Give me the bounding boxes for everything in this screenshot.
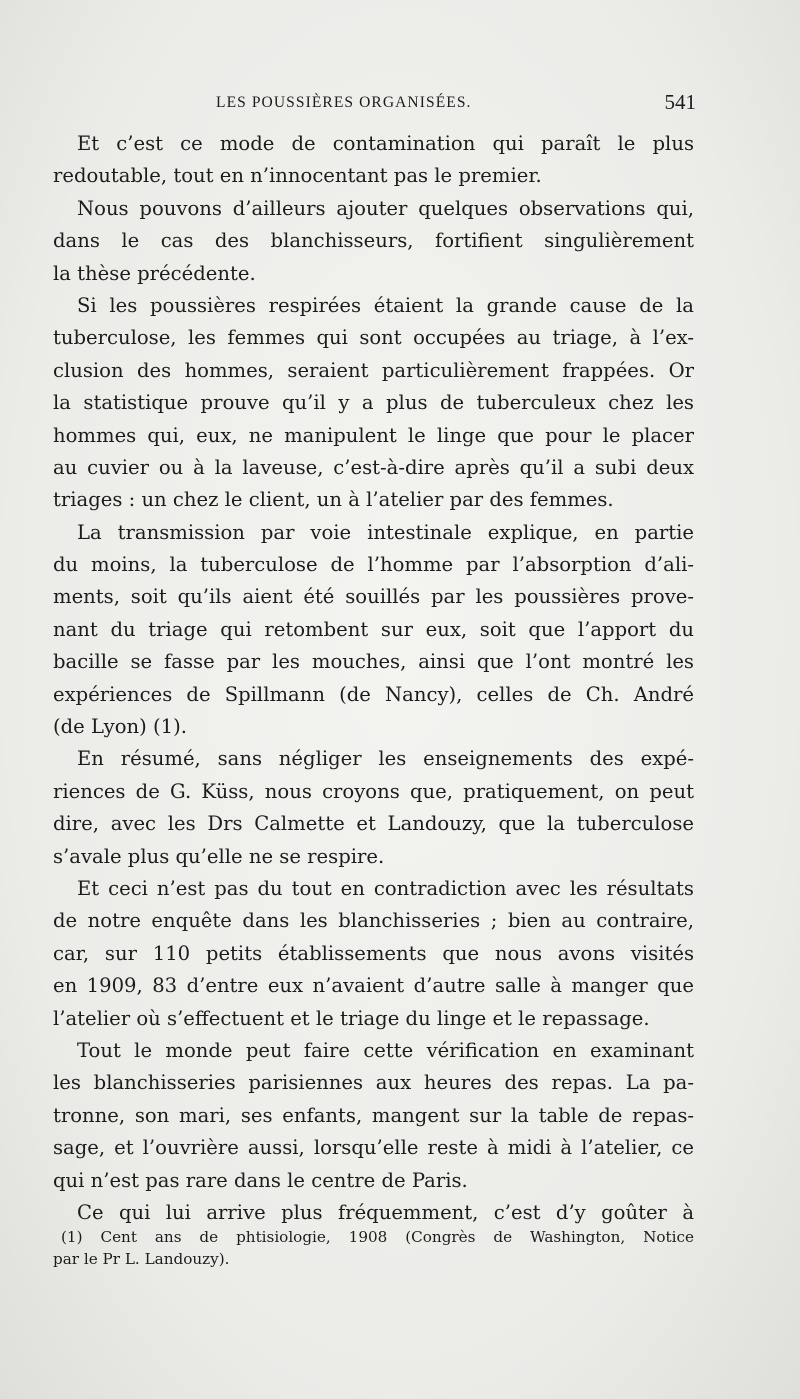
text-line: Tout le monde peut faire cette vérification en examinant: [77, 1038, 694, 1062]
text-line: redoutable, tout en n’innocentant pas le premier.: [53, 164, 542, 188]
text-line: hommes qui, eux, ne manipulent le linge que pour le placer: [53, 423, 694, 447]
text-line: du moins, la tuberculose de l’homme par l’absorption d’ali-: [53, 553, 694, 577]
text-line: qui n’est pas rare dans le centre de Paris.: [53, 1168, 468, 1192]
text-line: Et c’est ce mode de contamination qui paraît le plus: [77, 132, 694, 155]
text-line: ments, soit qu’ils aient été souillés par les poussières prove-: [53, 585, 694, 609]
text-line: bacille se fasse par les mouches, ainsi que l’ont montré les: [53, 650, 694, 674]
text-line: s’avale plus qu’elle ne se respire.: [53, 844, 385, 868]
running-title: LES POUSSIÈRES ORGANISÉES.: [216, 94, 472, 111]
text-line: tronne, son mari, ses enfants, mangent sur la table de repas-: [53, 1103, 694, 1127]
text-line: dans le cas des blanchisseurs, fortifient singulièrement: [53, 229, 694, 253]
text-line: clusion des hommes, seraient particulièrement frappées. Or: [53, 358, 694, 382]
text-line: Si les poussières respirées étaient la grande cause de la: [77, 293, 694, 317]
text-line: dire, avec les Drs Calmette et Landouzy, que la tuberculose: [53, 812, 694, 836]
text-line: riences de G. Küss, nous croyons que, pratiquement, on peut: [53, 779, 694, 803]
page-header: [216, 92, 696, 120]
footnotes: [53, 1226, 694, 1270]
text-line: en 1909, 83 d’entre eux n’avaient d’autre salle à manger que: [53, 974, 694, 998]
text-line: car, sur 110 petits établissements que nous avons visités: [53, 941, 694, 965]
footnote-line: (1) Cent ans de phtisiologie, 1908 (Congrès de Washington, Notice: [61, 1228, 694, 1246]
text-line: Ce qui lui arrive plus fréquemment, c’est d’y goûter à: [77, 1200, 694, 1224]
text-line: la statistique prouve qu’il y a plus de tuberculeux chez les: [53, 391, 694, 415]
text-line: tuberculose, les femmes qui sont occupées au triage, à l’ex-: [53, 326, 694, 350]
text-line: la thèse précédente.: [53, 261, 256, 285]
text-line: Nous pouvons d’ailleurs ajouter quelques observations qui,: [77, 196, 694, 220]
text-line: triages : un chez le client, un à l’atelier par des femmes.: [53, 488, 614, 512]
text-line: de notre enquête dans les blanchisseries ; bien au contraire,: [53, 909, 694, 933]
body-text: [53, 128, 694, 1229]
page-number: 541: [664, 90, 696, 114]
text-line: expériences de Spillmann (de Nancy), celles de Ch. André: [53, 682, 694, 706]
footnote-line: par le Pr L. Landouzy).: [53, 1250, 230, 1268]
text-line: En résumé, sans négliger les enseignements des expé-: [77, 747, 694, 771]
text-line: au cuvier ou à la laveuse, c’est-à-dire après qu’il a subi deux: [53, 455, 694, 479]
text-line: nant du triage qui retombent sur eux, soit que l’apport du: [53, 617, 694, 641]
text-line: sage, et l’ouvrière aussi, lorsqu’elle reste à midi à l’atelier, ce: [53, 1136, 694, 1160]
text-line: Et ceci n’est pas du tout en contradiction avec les résultats: [77, 876, 694, 900]
text-line: les blanchisseries parisiennes aux heures des repas. La pa-: [53, 1071, 694, 1095]
text-line: La transmission par voie intestinale explique, en partie: [77, 520, 694, 544]
text-line: (de Lyon) (1).: [53, 715, 188, 739]
text-line: l’atelier où s’effectuent et le triage du linge et le repassage.: [53, 1006, 650, 1030]
